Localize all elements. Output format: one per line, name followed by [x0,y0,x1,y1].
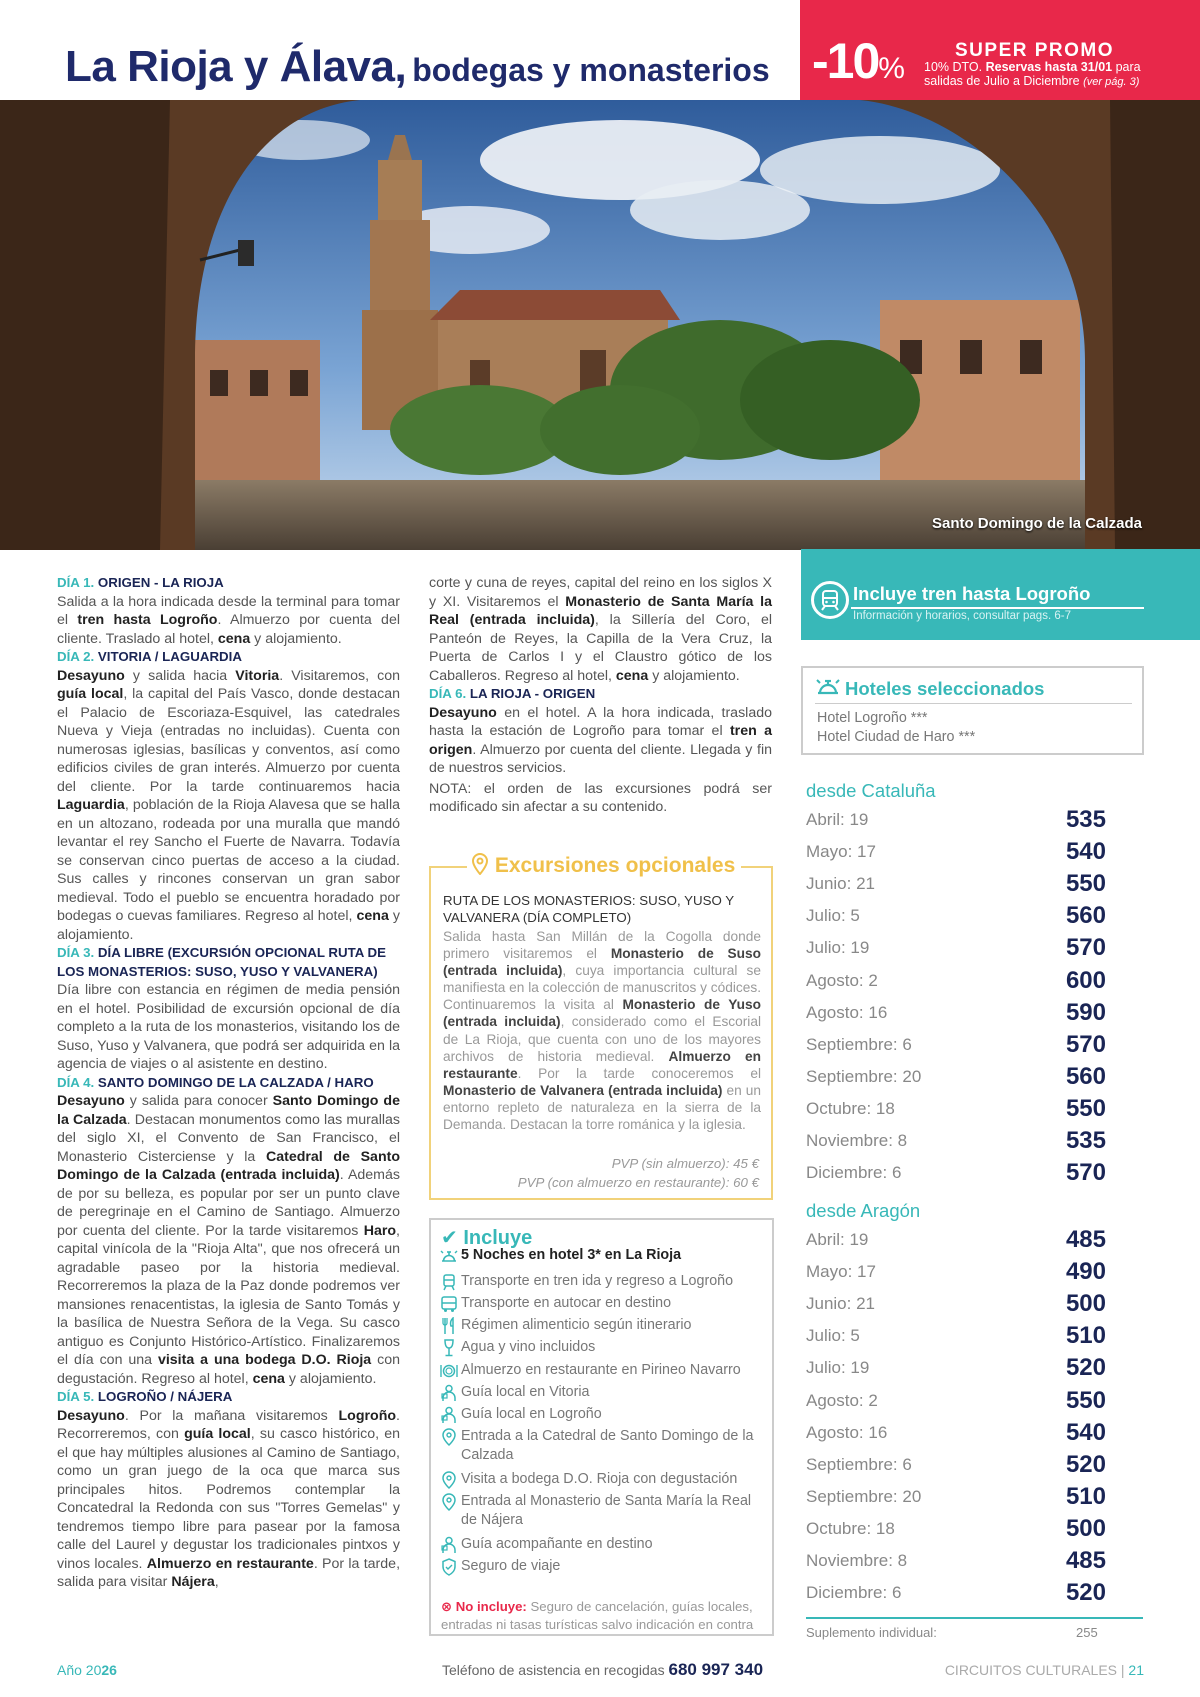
incluye-box [429,1218,774,1636]
incluye-item [440,1535,770,1554]
price-row [806,1094,1106,1131]
d4-t2: . Destacan monumentos como las murallas del siglo XI, el Convento de San Francisco, el Monasterio Cisterciense y la [57,1111,400,1165]
d4-t3: . Además de por su belleza, es popular por ser un punto clave de peregrinaje en el Camino de Santiago. Almuerzo por cuenta del cliente. Por la tarde visitaremos [57,1167,400,1239]
day-4-text [57,1092,400,1388]
day-2-title: VITORIA / LAGUARDIA [94,649,242,664]
price-row [806,1030,1106,1067]
price-date: Julio: 5 [806,906,860,926]
promo-line-2 [924,74,1139,90]
incluye-item [440,1427,770,1464]
hoteles-box [801,666,1144,755]
incluye-item [440,1383,770,1402]
price-value: 520 [1065,1354,1106,1382]
d4-t5: con degustación. Regreso al hotel, [57,1352,400,1387]
d5c-b2: cena [615,667,649,684]
exc-t5: en un entorno repleto de naturaleza en la sierra de la Demanda. Destacan la torre románica y la iglesia. [443,1082,761,1133]
super-promo-banner [800,0,1200,100]
price-row [806,806,1106,842]
incluye-item-text: Transporte en autocar en destino [461,1295,672,1311]
incluye-item [440,1405,770,1424]
price-date: Septiembre: 6 [806,1034,912,1054]
price-row [806,1062,1106,1099]
price-date: Junio: 21 [806,874,875,894]
footer-section-label: CIRCUITOS CULTURALES [944,1662,1117,1678]
d4-t4: , capital vinícola de la "Rioja Alta", que nos ofrecerá un agradable paseo por la historia medieval. Recorreremos la plaza de la Paz donde podremos ver mansiones renacentistas, la iglesia de Santo Tomás y la basílica de Nuestra Señora de la Vega. Su casco antiguo es Conjunto Histórico-Artístico. Finalizaremos el día con una [57,1222,400,1368]
day-6-text [429,704,772,778]
incluye-title: Incluye [463,1227,533,1249]
day-5-title: LOGROÑO / NÁJERA [94,1389,233,1404]
footer-year [57,1662,117,1678]
d1-t3: y alojamiento. [250,630,342,647]
d4-b1: Desayuno [57,1093,125,1109]
incluye-item [440,1557,770,1576]
day-2-text [57,667,400,945]
price-date: Septiembre: 20 [806,1486,922,1506]
price-value: 485 [1065,1547,1106,1574]
d4-t6: y alojamiento. [284,1370,377,1387]
incluye-item [440,1470,770,1489]
exc-b2: Monasterio de Yuso (entrada incluida) [443,997,761,1030]
promo-l2b: (ver pág. 3) [1083,76,1140,88]
price-date: Julio: 19 [806,938,870,958]
price-date: Abril: 19 [806,1230,869,1249]
cutlery-icon [440,1317,458,1335]
d5c-t1: corte y cuna de reyes, capital del reino en los siglos X y XI. Visitaremos el [429,575,772,610]
price-row [806,1258,1106,1294]
day-2-number: DÍA 2. [57,649,95,664]
hotel-bell-icon [815,674,841,698]
price-date: Agosto: 2 [806,970,878,990]
train-icon [811,581,849,619]
footer-year-label: Año 20 [57,1662,102,1678]
location-pin-icon [440,1493,458,1511]
tren-underline [851,607,1144,609]
price-row [806,1514,1106,1551]
incluye-item [440,1272,770,1291]
day-3-title: DÍA LIBRE (EXCURSIÓN OPCIONAL RUTA DE LOS MONASTERIOS: SUSO, YUSO Y VALVANERA) [57,945,387,979]
incluye-item-text: Visita a bodega D.O. Rioja con degustación [461,1471,738,1487]
price-date: Septiembre: 20 [806,1066,922,1086]
d2-t1: y salida hacia [124,667,236,684]
price-value: 550 [1065,1386,1106,1414]
day-2-heading [57,648,400,667]
d5-b4: Almuerzo en restaurante [146,1555,314,1572]
price-date: Agosto: 16 [806,1002,888,1022]
d5-t1: . Por la mañana visitaremos [124,1407,339,1424]
price-value: 510 [1065,1482,1106,1510]
incluye-item [440,1492,770,1529]
price-value: 540 [1065,838,1106,866]
d4-b3: Catedral de Santo Domingo de la Calzada (entrada incluida) [57,1148,400,1183]
d1-t2: . Almuerzo por cuenta del cliente. Traslado al hotel, [57,612,400,647]
day-4-number: DÍA 4. [57,1074,95,1090]
shield-icon [440,1558,458,1576]
hotel-item: Hotel Ciudad de Haro *** [817,729,976,745]
page-number: 21 [1128,1662,1144,1678]
d4-t1: y salida para conocer [124,1093,273,1109]
bus-icon [440,1295,458,1313]
price-date: Agosto: 16 [806,1422,888,1442]
title-main: La Rioja y Álava, [65,42,407,91]
excursiones-heading [467,853,741,878]
footer-phone [442,1660,763,1680]
price-row [806,998,1106,1035]
price-value: 510 [1065,1322,1106,1350]
d1-b1: tren hasta Logroño [77,612,218,628]
price-date: Octubre: 18 [806,1518,895,1538]
hotel-item: Hotel Logroño *** [817,710,928,726]
guide-icon [440,1406,458,1424]
incluye-item-text: Agua y vino incluidos [461,1339,596,1355]
incluye-item-text: Guía local en Logroño [461,1406,602,1422]
price-row [806,870,1106,906]
cathedral-photo [0,100,1200,550]
d5-b3: guía local [184,1426,251,1442]
price-date: Octubre: 18 [806,1098,895,1118]
no-incluye-text: Seguro de cancelación, guías locales, entradas ni tasas turísticas salvo indicación en contra [441,1599,754,1632]
d5c-t2: , la Sillería del Coro, el Panteón de Reyes, la Capilla de la Vera Cruz, la Puerta de Carlos I y el Claustro gótico de los Caballeros. Regreso al hotel, [429,612,772,684]
price-date: Abril: 19 [806,810,869,829]
day-1-title: ORIGEN - LA RIOJA [94,575,224,590]
location-pin-icon [440,1471,458,1489]
d2-t3: , la capital del País Vasco, donde destacan el Palacio de Escoriaza-Esquivel, las catedrales Nueva y Vieja (entradas no incluidas). Cuenta con numerosas iglesias, basílicas y conventos, así como edificios civiles de gran interés. Almuerzo por cuenta del cliente. Por la tarde continuaremos hacia [57,686,401,795]
tren-banner [801,549,1200,640]
incluye-item-text: Guía local en Vitoria [461,1384,590,1400]
price-row [806,1579,1106,1615]
price-row [806,1418,1106,1455]
d5-b5: Nájera [171,1574,215,1590]
price-row [806,1226,1106,1262]
d5-t4: . Por la tarde, salida para visitar [57,1555,401,1590]
itinerary-note: NOTA: el orden de las excursiones podrá ser modificado sin afectar a su contenido. [429,780,772,815]
d2-b1: Desayuno [57,667,125,684]
excursion-price-with-lunch: PVP (con almuerzo en restaurante): 60 € [517,1175,759,1190]
price-region-heading: desde Cataluña [806,780,936,801]
day-5-text [57,1407,400,1592]
suplemento-individual [806,1617,1143,1639]
d6-t2: . Almuerzo por cuenta del cliente. Llegada y fin de nuestros servicios. [429,741,772,776]
day-1-text [57,593,400,649]
price-row [806,1547,1106,1583]
price-value: 535 [1065,806,1106,833]
price-date: Noviembre: 8 [806,1551,908,1570]
promo-percent-sign: % [878,52,905,85]
d2-b3: guía local [57,686,124,702]
promo-l2a: salidas de Julio a Diciembre [924,74,1084,88]
price-value: 570 [1065,934,1106,962]
day-1-heading [57,574,400,593]
price-value: 570 [1065,1159,1106,1187]
day-5-heading [57,1388,400,1407]
price-date: Julio: 19 [806,1358,870,1378]
d2-b5: cena [356,908,389,924]
excursiones-title: Excursiones opcionales [494,854,736,877]
d1-t1: Salida a la hora indicada desde la terminal para tomar el [57,593,400,628]
price-row [806,966,1106,1003]
price-value: 520 [1065,1579,1106,1607]
hotel-bell-icon [440,1247,458,1265]
excursion-subtitle: RUTA DE LOS MONASTERIOS: SUSO, YUSO Y VALVANERA (DÍA COMPLETO) [443,893,734,925]
guide-icon [440,1384,458,1402]
train-icon-glyph [814,584,846,616]
incluye-item-text: Seguro de viaje [461,1558,561,1574]
price-value: 550 [1065,1094,1106,1122]
d2-b2: Vitoria [235,667,280,684]
incluye-item-text: Transporte en tren ida y regreso a Logroño [461,1273,734,1289]
price-date: Junio: 21 [806,1294,875,1314]
suplemento-value: 255 [1076,1625,1098,1640]
day-4-title: SANTO DOMINGO DE LA CALZADA / HARO [94,1074,374,1090]
price-row [806,934,1106,970]
cross-icon: ⊗ [441,1599,453,1614]
promo-label: SUPER PROMO [955,40,1115,61]
d2-t5: y alojamiento. [57,908,400,943]
day-5-number: DÍA 5. [57,1389,95,1404]
incluye-item-text: 5 Noches en hotel 3* en La Rioja [461,1247,682,1263]
price-date: Diciembre: 6 [806,1583,902,1603]
price-row [806,902,1106,938]
price-row [806,838,1106,874]
page-title [65,42,770,92]
incluye-item-text: Guía acompañante en destino [461,1536,653,1552]
itinerary-column-1 [57,574,400,1592]
day-3-text: Día libre con estancia en régimen de media pensión en el hotel. Posibilidad de excursión opcional de día completo a la ruta de los monasterios, visitando los de Suso, Yuso y Valvanera, que podrá ser adquirida en la agencia de viajes o al asistente en destino. [57,982,400,1072]
price-date: Mayo: 17 [806,842,876,862]
promo-line-1 [924,60,1141,75]
price-value: 550 [1065,870,1106,898]
itinerary-column-2 [429,574,772,817]
d5-t5: , [214,1574,219,1590]
guide-icon [440,1536,458,1554]
incluye-item-text: Entrada a la Catedral de Santo Domingo de la Calzada [461,1428,754,1463]
price-date: Agosto: 2 [806,1390,878,1410]
price-value: 490 [1065,1258,1106,1286]
incluye-item-text: Entrada al Monasterio de Santa María la Real de Nájera [461,1493,752,1528]
day-1-number: DÍA 1. [57,575,95,590]
location-pin-icon [440,1428,458,1446]
exc-t4: . Por la tarde conoceremos el [517,1065,761,1081]
excursiones-border-right [763,866,773,868]
d4-b4: Haro [363,1222,397,1239]
d6-b1: Desayuno [429,704,497,721]
photo-illustration [0,100,1200,550]
promo-l1a: 10% DTO. [924,60,986,74]
exc-b1: Monasterio de Suso (entrada incluida) [443,946,762,979]
price-region-heading: desde Aragón [806,1200,921,1221]
footer-phone-label: Teléfono de asistencia en recogidas [442,1662,669,1678]
incluye-item [440,1316,770,1335]
d2-b4: Laguardia [57,797,125,813]
hoteles-underline [815,703,1132,704]
no-incluye-label: No incluye: [455,1599,527,1614]
day-6-heading [429,685,772,704]
price-value: 600 [1065,966,1106,994]
promo-l1b: Reservas hasta 31/01 [985,60,1113,74]
price-value: 485 [1065,1226,1106,1253]
d5-b1: Desayuno [57,1407,125,1424]
d6-t1: en el hotel. A la hora indicada, traslado hasta la estación de Logroño para tomar el [429,704,772,739]
price-value: 540 [1065,1418,1106,1446]
wine-glass-icon [440,1339,458,1357]
no-incluye [441,1598,766,1633]
location-pin-icon [471,853,489,875]
price-row [806,1159,1106,1195]
incluye-item-text: Almuerzo en restaurante en Pirineo Navarro [461,1362,741,1378]
d4-b2: Santo Domingo de la Calzada [57,1093,400,1128]
footer-year-suffix: 26 [101,1662,117,1678]
d1-b2: cena [217,630,251,647]
price-row [806,1322,1106,1358]
excursion-price-without-lunch: PVP (sin almuerzo): 45 € [611,1156,759,1171]
d6-b2: tren a origen [429,723,772,758]
exc-b4: Monasterio de Valvanera (entrada incluida) [443,1082,723,1098]
d5c-t3: y alojamiento. [648,667,740,684]
price-date: Septiembre: 6 [806,1454,912,1474]
incluye-item [440,1361,770,1380]
incluye-item [440,1294,770,1313]
title-sub: bodegas y monasterios [412,52,770,88]
train-icon [440,1273,458,1291]
price-date: Mayo: 17 [806,1262,876,1282]
price-value: 520 [1065,1450,1106,1478]
hoteles-title: Hoteles seleccionados [845,678,1045,699]
price-date: Diciembre: 6 [806,1163,902,1183]
footer-phone-number: 680 997 340 [668,1660,764,1679]
exc-t3: , considerado como el Escorial de La Rioja, que cuenta con uno de los mayores archivos de historia medieval. [443,1014,761,1064]
price-date: Noviembre: 8 [806,1131,908,1150]
price-value: 500 [1065,1514,1106,1542]
day-3-number: DÍA 3. [57,945,95,960]
footer-section [945,1662,1144,1678]
d4-b5: visita a una bodega D.O. Rioja [157,1352,372,1368]
price-date: Julio: 5 [806,1326,860,1346]
promo-l1c: para [1112,60,1141,74]
price-row [806,1290,1106,1326]
d5-b2: Logroño [338,1407,397,1424]
incluye-item-text: Régimen alimenticio según itinerario [461,1317,692,1333]
excursiones-box [429,854,773,1200]
incluye-item [440,1246,770,1265]
price-value: 535 [1065,1127,1106,1154]
price-row [806,1386,1106,1423]
exc-t1: Salida hasta San Millán de la Cogolla donde primero visitaremos el [443,929,761,962]
d5-t3: , su casco histórico, en el que hay múltiples alusiones al Camino de Santiago, como un gran juego de la oca que marca sus principales hitos. Podremos contemplar la Concatedral la Redonda con sus "Torres Gemelas" y tendremos tiempo libre para pasear por la famosa calle del Laurel y degustar los tradicionales pintxos y vinos locales. [57,1426,401,1572]
price-value: 500 [1065,1290,1106,1318]
exc-b3: Almuerzo en restaurante [443,1048,762,1081]
exc-t2: , cuya importancia cultural se manifiesta en la colección de manuscritos y códices. Continuaremos la visita al [443,963,762,1013]
day-6-title: LA RIOJA - ORIGEN [466,686,596,701]
price-value: 570 [1065,1030,1106,1058]
day-5-continued-text [429,574,772,685]
photo-caption: Santo Domingo de la Calzada [931,515,1142,532]
price-value: 560 [1065,1062,1106,1090]
d4-b6: cena [252,1370,285,1387]
day-3-heading [57,944,400,981]
price-value: 560 [1065,902,1106,930]
excursion-description [443,928,761,1133]
tren-subtitle: Información y horarios, consultar pags. 6-7 [853,610,1071,622]
suplemento-label: Suplemento individual: [806,1625,937,1640]
tren-title: Incluye tren hasta Logroño [853,583,1091,604]
plate-icon [440,1362,458,1380]
day-4-heading [57,1074,400,1093]
price-row [806,1127,1106,1163]
footer-separator: | [1117,1662,1129,1678]
incluye-item [440,1338,770,1357]
checkmark-icon: ✔ [441,1227,458,1249]
d2-t2: . Visitaremos, con [279,667,400,684]
d2-t4: , población de la Rioja Alavesa que se halla en un altozano, rodeada por una muralla que mandó levantar el rey Sancho el Fuerte de Navarra. Todavía se conservan cinco puertas de acceso a la ciudad. Sus calles y rincones conservan un gran sabor medieval. Todo el pueblo se encuentra horadado por bodegas o cuevas familiares. Regreso al hotel, [57,797,400,924]
day-6-number: DÍA 6. [429,686,467,701]
d5c-b1: Monasterio de Santa María la Real (entrada incluida) [429,593,773,628]
price-row [806,1482,1106,1519]
price-value: 590 [1065,998,1106,1026]
promo-percent: -10 [812,33,879,89]
price-row [806,1450,1106,1487]
price-row [806,1354,1106,1390]
promo-discount [812,33,905,89]
d5-t2: . Recorreremos, con [57,1407,400,1442]
